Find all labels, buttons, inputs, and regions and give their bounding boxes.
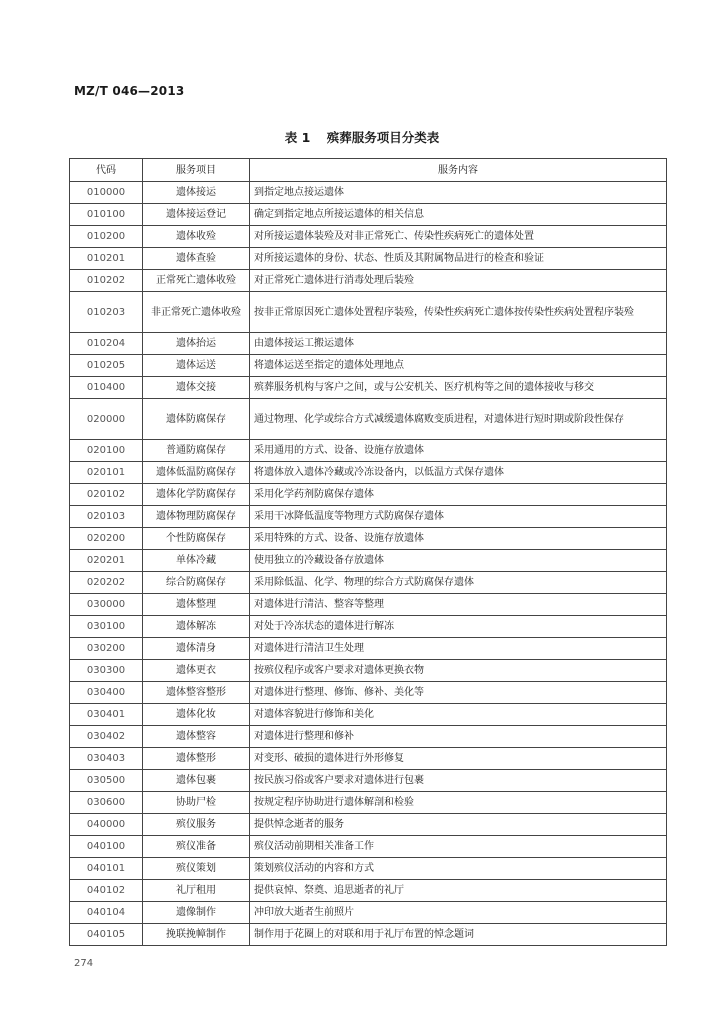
code-cell: 010201 xyxy=(70,248,143,270)
item-cell: 遗体接运登记 xyxy=(143,204,250,226)
table-row xyxy=(70,836,667,858)
content-cell: 按殡仪程序或客户要求对遗体更换衣物 xyxy=(250,660,667,682)
item-cell: 遗体查验 xyxy=(143,248,250,270)
code-cell: 020102 xyxy=(70,484,143,506)
item-cell: 遗体防腐保存 xyxy=(143,399,250,440)
code-cell: 010204 xyxy=(70,333,143,355)
code-cell: 030402 xyxy=(70,726,143,748)
content-cell: 按规定程序协助进行遗体解剖和检验 xyxy=(250,792,667,814)
table-row xyxy=(70,616,667,638)
item-cell: 遗体更衣 xyxy=(143,660,250,682)
table-row xyxy=(70,880,667,902)
table-row xyxy=(70,792,667,814)
item-cell: 遗体清身 xyxy=(143,638,250,660)
item-cell: 遗像制作 xyxy=(143,902,250,924)
code-cell: 020200 xyxy=(70,528,143,550)
item-cell: 殡仪服务 xyxy=(143,814,250,836)
table-row xyxy=(70,638,667,660)
content-cell: 使用独立的冷藏设备存放遗体 xyxy=(250,550,667,572)
content-cell: 采用化学药剂防腐保存遗体 xyxy=(250,484,667,506)
table-caption-label: 表 1 xyxy=(284,130,311,145)
item-cell: 非正常死亡遗体收殓 xyxy=(143,292,250,333)
table-header-row xyxy=(70,159,667,182)
table-row xyxy=(70,550,667,572)
table-row xyxy=(70,399,667,440)
content-cell: 确定到指定地点所接运遗体的相关信息 xyxy=(250,204,667,226)
content-cell: 对遗体进行整理和修补 xyxy=(250,726,667,748)
content-cell: 由遗体接运工搬运遗体 xyxy=(250,333,667,355)
item-cell: 殡仪策划 xyxy=(143,858,250,880)
standard-number: MZ/T 046—2013 xyxy=(74,84,185,98)
content-cell: 殡葬服务机构与客户之间，或与公安机关、医疗机构等之间的遗体接收与移交 xyxy=(250,377,667,399)
table-caption-title: 殡葬服务项目分类表 xyxy=(326,130,440,145)
code-cell: 040104 xyxy=(70,902,143,924)
table-caption xyxy=(0,128,724,146)
table-row xyxy=(70,248,667,270)
table-row xyxy=(70,226,667,248)
item-cell: 正常死亡遗体收殓 xyxy=(143,270,250,292)
code-cell: 020100 xyxy=(70,440,143,462)
code-cell: 030403 xyxy=(70,748,143,770)
code-cell: 030500 xyxy=(70,770,143,792)
code-cell: 040101 xyxy=(70,858,143,880)
table-row xyxy=(70,814,667,836)
table-row xyxy=(70,858,667,880)
code-cell: 030100 xyxy=(70,616,143,638)
content-cell: 冲印放大逝者生前照片 xyxy=(250,902,667,924)
code-cell: 010203 xyxy=(70,292,143,333)
content-cell: 对处于冷冻状态的遗体进行解冻 xyxy=(250,616,667,638)
table-row xyxy=(70,572,667,594)
item-cell: 个性防腐保存 xyxy=(143,528,250,550)
table-row xyxy=(70,902,667,924)
table-row xyxy=(70,484,667,506)
table-row xyxy=(70,528,667,550)
code-cell: 010100 xyxy=(70,204,143,226)
item-cell: 遗体运送 xyxy=(143,355,250,377)
content-cell: 殡仪活动前期相关准备工作 xyxy=(250,836,667,858)
code-cell: 020202 xyxy=(70,572,143,594)
table-row xyxy=(70,594,667,616)
code-cell: 040102 xyxy=(70,880,143,902)
code-cell: 010200 xyxy=(70,226,143,248)
code-cell: 020000 xyxy=(70,399,143,440)
code-cell: 020201 xyxy=(70,550,143,572)
code-cell: 040105 xyxy=(70,924,143,946)
content-cell: 提供悼念逝者的服务 xyxy=(250,814,667,836)
page-number: 274 xyxy=(74,958,94,969)
content-cell: 按民族习俗或客户要求对遗体进行包裹 xyxy=(250,770,667,792)
table-row xyxy=(70,355,667,377)
content-cell: 采用干冰降低温度等物理方式防腐保存遗体 xyxy=(250,506,667,528)
content-cell: 采用特殊的方式、设备、设施存放遗体 xyxy=(250,528,667,550)
table-row xyxy=(70,333,667,355)
item-cell: 遗体整形 xyxy=(143,748,250,770)
item-cell: 挽联挽幛制作 xyxy=(143,924,250,946)
table-row xyxy=(70,924,667,946)
code-cell: 010400 xyxy=(70,377,143,399)
table-row xyxy=(70,770,667,792)
column-header-item: 服务项目 xyxy=(143,159,250,182)
content-cell: 制作用于花圈上的对联和用于礼厅布置的悼念题词 xyxy=(250,924,667,946)
table-row xyxy=(70,704,667,726)
item-cell: 遗体抬运 xyxy=(143,333,250,355)
code-cell: 030300 xyxy=(70,660,143,682)
item-cell: 遗体物理防腐保存 xyxy=(143,506,250,528)
content-cell: 采用通用的方式、设备、设施存放遗体 xyxy=(250,440,667,462)
code-cell: 030400 xyxy=(70,682,143,704)
table-row xyxy=(70,682,667,704)
content-cell: 通过物理、化学或综合方式减缓遗体腐败变质进程，对遗体进行短时期或阶段性保存 xyxy=(250,399,667,440)
code-cell: 030000 xyxy=(70,594,143,616)
item-cell: 遗体接运 xyxy=(143,182,250,204)
item-cell: 遗体低温防腐保存 xyxy=(143,462,250,484)
content-cell: 对所接运遗体的身份、状态、性质及其附属物品进行的检查和验证 xyxy=(250,248,667,270)
code-cell: 040100 xyxy=(70,836,143,858)
table-row xyxy=(70,204,667,226)
item-cell: 遗体整容 xyxy=(143,726,250,748)
item-cell: 协助尸检 xyxy=(143,792,250,814)
content-cell: 到指定地点接运遗体 xyxy=(250,182,667,204)
content-cell: 对所接运遗体装殓及对非正常死亡、传染性疾病死亡的遗体处置 xyxy=(250,226,667,248)
content-cell: 对遗体容貌进行修饰和美化 xyxy=(250,704,667,726)
item-cell: 普通防腐保存 xyxy=(143,440,250,462)
item-cell: 遗体整容整形 xyxy=(143,682,250,704)
table-row xyxy=(70,440,667,462)
item-cell: 综合防腐保存 xyxy=(143,572,250,594)
table-row xyxy=(70,182,667,204)
item-cell: 殡仪准备 xyxy=(143,836,250,858)
item-cell: 遗体化学防腐保存 xyxy=(143,484,250,506)
service-items-table xyxy=(69,158,667,946)
code-cell: 010000 xyxy=(70,182,143,204)
table-row xyxy=(70,462,667,484)
column-header-code: 代码 xyxy=(70,159,143,182)
content-cell: 对正常死亡遗体进行消毒处理后装殓 xyxy=(250,270,667,292)
table-row xyxy=(70,292,667,333)
item-cell: 礼厅租用 xyxy=(143,880,250,902)
item-cell: 遗体化妆 xyxy=(143,704,250,726)
code-cell: 010202 xyxy=(70,270,143,292)
table-row xyxy=(70,506,667,528)
content-cell: 按非正常原因死亡遗体处置程序装殓，传染性疾病死亡遗体按传染性疾病处置程序装殓 xyxy=(250,292,667,333)
item-cell: 单体冷藏 xyxy=(143,550,250,572)
content-cell: 提供哀悼、祭奠、追思逝者的礼厅 xyxy=(250,880,667,902)
table-row xyxy=(70,726,667,748)
content-cell: 采用除低温、化学、物理的综合方式防腐保存遗体 xyxy=(250,572,667,594)
item-cell: 遗体包裹 xyxy=(143,770,250,792)
content-cell: 对变形、破损的遗体进行外形修复 xyxy=(250,748,667,770)
code-cell: 030600 xyxy=(70,792,143,814)
code-cell: 030401 xyxy=(70,704,143,726)
code-cell: 030200 xyxy=(70,638,143,660)
column-header-content: 服务内容 xyxy=(250,159,667,182)
item-cell: 遗体收殓 xyxy=(143,226,250,248)
content-cell: 将遗体运送至指定的遗体处理地点 xyxy=(250,355,667,377)
content-cell: 策划殡仪活动的内容和方式 xyxy=(250,858,667,880)
content-cell: 将遗体放入遗体冷藏或冷冻设备内，以低温方式保存遗体 xyxy=(250,462,667,484)
table-row xyxy=(70,377,667,399)
table-row xyxy=(70,748,667,770)
table-row xyxy=(70,660,667,682)
content-cell: 对遗体进行清洁、整容等整理 xyxy=(250,594,667,616)
code-cell: 020101 xyxy=(70,462,143,484)
item-cell: 遗体交接 xyxy=(143,377,250,399)
item-cell: 遗体解冻 xyxy=(143,616,250,638)
code-cell: 010205 xyxy=(70,355,143,377)
content-cell: 对遗体进行清洁卫生处理 xyxy=(250,638,667,660)
code-cell: 040000 xyxy=(70,814,143,836)
code-cell: 020103 xyxy=(70,506,143,528)
content-cell: 对遗体进行整理、修饰、修补、美化等 xyxy=(250,682,667,704)
item-cell: 遗体整理 xyxy=(143,594,250,616)
table-row xyxy=(70,270,667,292)
